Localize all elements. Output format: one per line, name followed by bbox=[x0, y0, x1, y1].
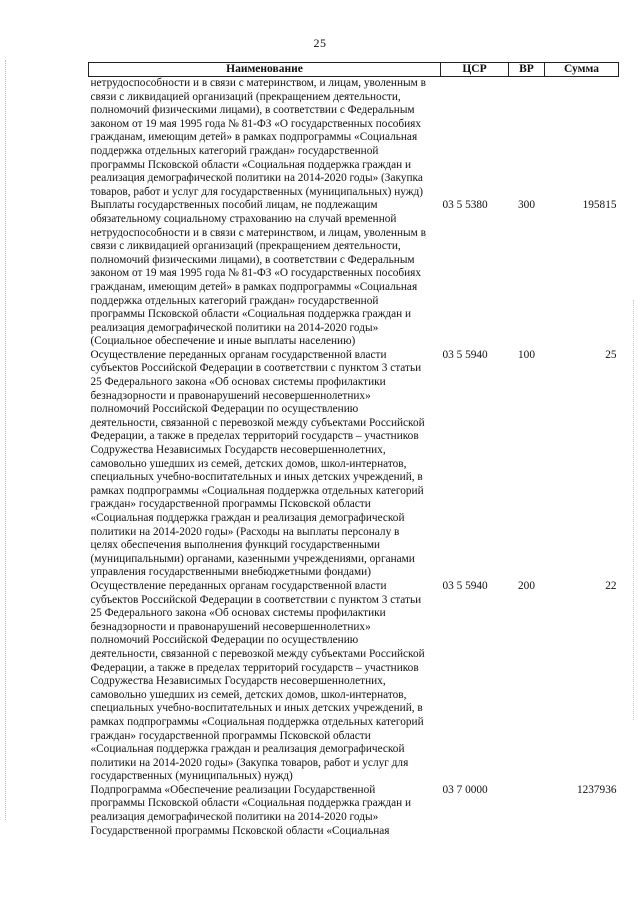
row-name-line: связи с ликвидацией организаций (прекращением деятельности, bbox=[90, 90, 401, 103]
row-name bbox=[89, 77, 441, 200]
table-row bbox=[89, 580, 619, 784]
table-row bbox=[89, 77, 619, 200]
header-csr: ЦСР bbox=[441, 63, 509, 77]
row-name-line: полномочий физическими лицами), в соответствии с Федеральным bbox=[90, 253, 415, 266]
row-name-line: Федерации, а также в пределах территорий государств – участников bbox=[90, 430, 419, 443]
row-name-line: реализация демографической политики на 2014-2020 годы» bbox=[90, 811, 379, 824]
row-name-line: рамках подпрограммы «Социальная поддержка отдельных категорий bbox=[90, 484, 424, 497]
row-name-line: законом от 19 мая 1995 года № 81-ФЗ «О государственных пособиях bbox=[90, 117, 422, 130]
row-name-line: Содружества Независимых Государств несовершеннолетних, bbox=[90, 675, 386, 688]
row-name-line: программы Псковской области «Социальная поддержка граждан и bbox=[90, 308, 412, 321]
row-name-line: целях обеспечения выполнения функций государственными bbox=[90, 539, 381, 552]
row-name-line: политики на 2014-2020 годы» (Закупка товаров, работ и услуг для bbox=[90, 756, 409, 769]
row-name-line: полномочий физическими лицами), в соответствии с Федеральным bbox=[90, 104, 415, 117]
row-name-line: граждан» государственной программы Псковской области bbox=[90, 729, 371, 742]
row-vr: 200 bbox=[518, 579, 535, 592]
row-name-line: поддержка отдельных категорий граждан» государственной bbox=[90, 294, 379, 307]
row-name-line: управления государственными внебюджетными фондами) bbox=[90, 566, 371, 579]
row-name-line: Осуществление переданных органам государственной власти bbox=[90, 579, 387, 592]
row-name bbox=[89, 199, 441, 349]
row-name-line: деятельности, связанной с перевозкой между субъектами Российской bbox=[90, 416, 425, 429]
row-name-line: программы Псковской области «Социальная поддержка граждан и bbox=[90, 797, 412, 810]
row-vr: 100 bbox=[518, 348, 535, 361]
row-sum: 195815 bbox=[582, 199, 617, 212]
row-name-line: политики на 2014-2020 годы» (Расходы на выплаты персоналу в bbox=[90, 525, 400, 538]
table-header-row bbox=[89, 63, 619, 77]
row-sum: 25 bbox=[605, 348, 617, 361]
row-name-line: Подпрограмма «Обеспечение реализации Государственной bbox=[90, 783, 376, 796]
row-name-line: безнадзорности и правонарушений несовершеннолетних» bbox=[90, 620, 371, 633]
row-name-line: специальных учебно-воспитательных и иных детских учреждений, в bbox=[90, 702, 423, 715]
row-name-line: деятельности, связанной с перевозкой между субъектами Российской bbox=[90, 647, 425, 660]
row-name-line: реализация демографической политики на 2014-2020 годы» bbox=[90, 321, 379, 334]
row-csr: 03 5 5940 bbox=[442, 348, 488, 361]
row-name-line: Федерации, а также в пределах территорий государств – участников bbox=[90, 661, 419, 674]
row-name-line: специальных учебно-воспитательных и иных детских учреждений, в bbox=[90, 471, 423, 484]
row-csr: 03 5 5380 bbox=[442, 199, 488, 212]
row-csr bbox=[441, 77, 509, 200]
row-name-line: Осуществление переданных органам государственной власти bbox=[90, 348, 387, 361]
row-name-line: товаров, работ и услуг для государственных (муниципальных) нужд) bbox=[90, 185, 424, 198]
header-sum: Сумма bbox=[545, 63, 619, 77]
row-name-line: граждан» государственной программы Псковской области bbox=[90, 498, 371, 511]
row-csr: 03 5 5940 bbox=[442, 579, 488, 592]
row-name-line: нетрудоспособности и в связи с материнством, и лицам, уволенным в bbox=[90, 226, 426, 239]
row-name-line: поддержка отдельных категорий граждан» государственной bbox=[90, 144, 379, 157]
row-name-line: безнадзорности и правонарушений несовершеннолетних» bbox=[90, 389, 371, 402]
row-sum bbox=[545, 77, 619, 200]
row-name-line: нетрудоспособности и в связи с материнством, и лицам, уволенным в bbox=[90, 77, 426, 89]
row-name-line: связи с ликвидацией организаций (прекращением деятельности, bbox=[90, 240, 401, 253]
row-name-line: (Социальное обеспечение и иные выплаты населению) bbox=[90, 335, 356, 348]
row-name-line: рамках подпрограммы «Социальная поддержка отдельных категорий bbox=[90, 715, 424, 728]
row-name-line: Выплаты государственных пособий лицам, не подлежащим bbox=[90, 199, 378, 212]
table-row bbox=[89, 199, 619, 349]
row-name-line: Содружества Независимых Государств несовершеннолетних, bbox=[90, 444, 386, 457]
budget-table bbox=[88, 62, 619, 838]
row-sum: 22 bbox=[605, 579, 617, 592]
row-csr: 03 7 0000 bbox=[442, 783, 488, 796]
row-name-line: полномочий Российской Федерации по осуществлению bbox=[90, 403, 359, 416]
row-name-line: гражданам, имеющим детей» в рамках подпрограммы «Социальная bbox=[90, 131, 418, 144]
header-name: Наименование bbox=[89, 63, 441, 77]
row-name-line: самовольно ушедших из семей, детских домов, школ-интернатов, bbox=[90, 688, 407, 701]
scan-margin-artifact bbox=[5, 60, 9, 820]
row-name-line: программы Псковской области «Социальная поддержка граждан и bbox=[90, 158, 412, 171]
row-name-line: самовольно ушедших из семей, детских домов, школ-интернатов, bbox=[90, 457, 407, 470]
row-name-line: 25 Федерального закона «Об основах системы профилактики bbox=[90, 376, 386, 389]
row-name-line: обязательному социальному страхованию на случай временной bbox=[90, 212, 397, 225]
row-name-line: реализация демографической политики на 2014-2020 годы» (Закупка bbox=[90, 172, 423, 185]
row-name-line: «Социальная поддержка граждан и реализация демографической bbox=[90, 743, 405, 756]
page-number: 25 bbox=[313, 36, 327, 50]
row-vr: 300 bbox=[518, 199, 535, 212]
row-name bbox=[89, 580, 441, 784]
table-row bbox=[89, 349, 619, 580]
row-name-line: Государственной программы Псковской области «Социальная bbox=[90, 824, 390, 837]
row-name-line: (муниципальными) органами, казенными учреждениями, органами bbox=[90, 552, 415, 565]
row-name-line: гражданам, имеющим детей» в рамках подпрограммы «Социальная bbox=[90, 280, 418, 293]
row-name-line: 25 Федерального закона «Об основах системы профилактики bbox=[90, 607, 386, 620]
row-name-line: государственных (муниципальных) нужд) bbox=[90, 770, 293, 783]
row-name bbox=[89, 784, 441, 838]
row-name-line: полномочий Российской Федерации по осуществлению bbox=[90, 634, 359, 647]
row-vr bbox=[509, 784, 545, 838]
row-name-line: законом от 19 мая 1995 года № 81-ФЗ «О государственных пособиях bbox=[90, 267, 422, 280]
row-name bbox=[89, 349, 441, 580]
row-name-line: субъектов Российской Федерации в соответствии с пунктом 3 статьи bbox=[90, 362, 422, 375]
row-name-line: «Социальная поддержка граждан и реализация демографической bbox=[90, 512, 405, 524]
row-name-line: субъектов Российской Федерации в соответствии с пунктом 3 статьи bbox=[90, 593, 422, 606]
row-sum: 1237936 bbox=[576, 783, 617, 796]
table-row bbox=[89, 784, 619, 838]
header-vr: ВР bbox=[509, 63, 545, 77]
scan-margin-artifact bbox=[633, 300, 636, 720]
row-vr bbox=[509, 77, 545, 200]
